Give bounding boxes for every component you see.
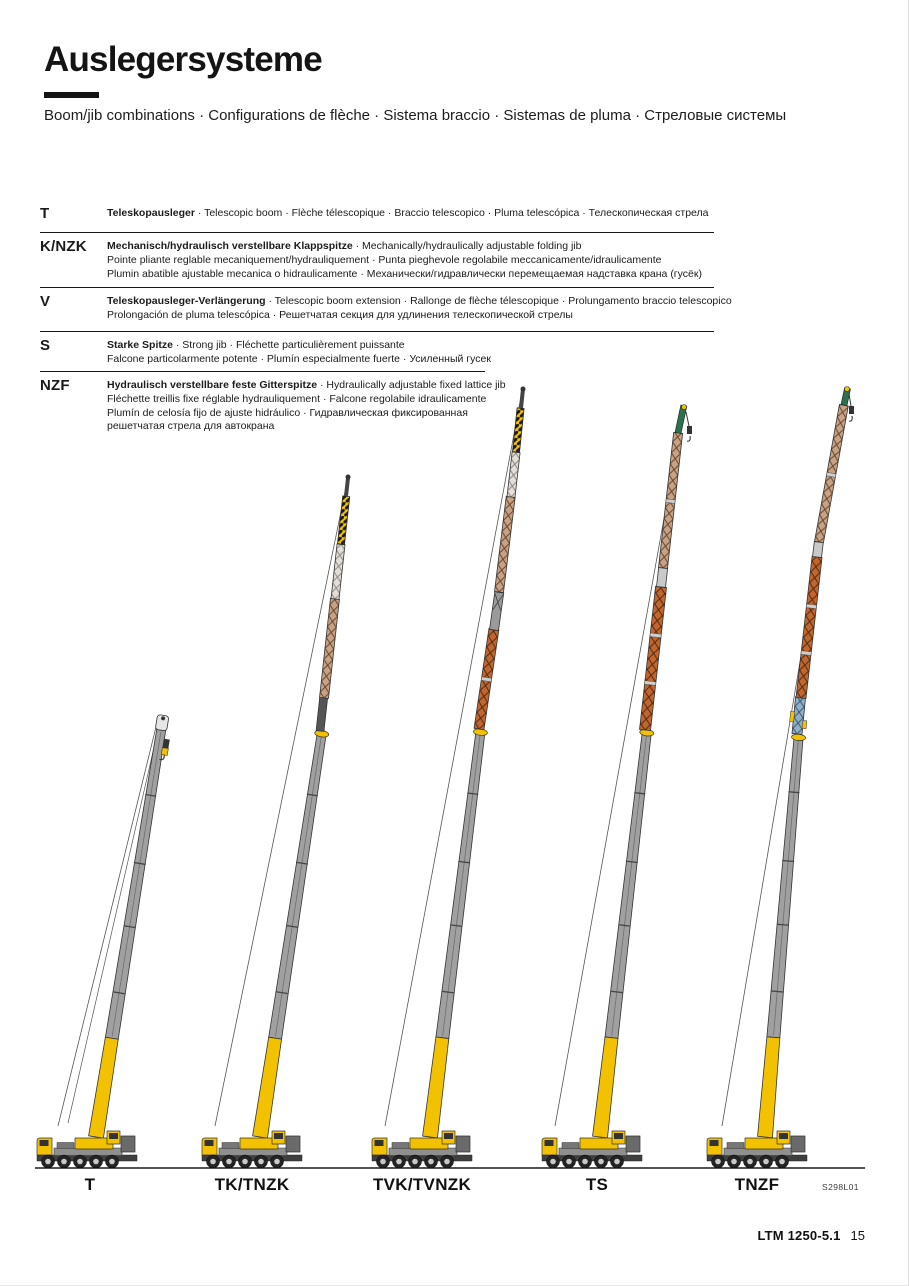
legend-text: Falcone particolarmente potente · Plumín especialmente fuerte · Усиленный гусек <box>107 352 491 365</box>
legend-text: Teleskopausleger · Telescopic boom · Flèche télescopique · Braccio telescopico · Pluma telescópica · Телескопическая стрела <box>107 207 709 219</box>
legend-text: Pointe pliante reglable mecaniquement/hydrauliquement · Punta pieghevole regolabile meccanicamente/idraulicamente <box>107 253 662 266</box>
legend-text: Plumin abatible ajustable mecanica o hidraulicamente · Механически/гидравлически перемещаемая надставка крана (гусёк) <box>107 267 702 280</box>
crane-label-t: T <box>84 1175 96 1194</box>
crane-illustration-tk-tnzk <box>202 475 351 1169</box>
crane-illustration-tnzf <box>707 387 854 1169</box>
legend-text: решетчатая стрела для автокрана <box>107 420 275 433</box>
legend-term: K/NZK <box>40 238 87 255</box>
legend-text: Hydraulisch verstellbare feste Gitterspitze · Hydraulically adjustable fixed lattice jib <box>107 379 506 391</box>
page-title: Auslegersysteme <box>44 40 322 79</box>
legend-text: Prolongación de pluma telescópica · Решетчатая секция для удлинения телескопической стрелы <box>107 308 573 321</box>
page-footer <box>600 1228 865 1243</box>
crane-label-tnzf: TNZF <box>734 1175 780 1194</box>
crane-illustration-t <box>37 714 173 1168</box>
legend-text: Starke Spitze · Strong jib · Fléchette particulièrement puissante <box>107 339 405 351</box>
crane-illustration-ts <box>542 405 692 1169</box>
crane-illustration-tvk-tvnzk <box>372 387 526 1169</box>
legend-term: T <box>40 205 50 222</box>
legend-term: V <box>40 293 51 310</box>
legend-text: Fléchette treillis fixe réglable hydrauliquement · Falcone regolabile idraulicamente <box>107 392 487 405</box>
legend-text: Plumín de celosía fijo de ajuste hidráulico · Гидравлическая фиксированная <box>107 406 468 419</box>
figure-code: S298L01 <box>822 1182 859 1192</box>
crane-label-tk-tnzk: TK/TNZK <box>214 1175 290 1194</box>
legend-term: NZF <box>40 377 70 394</box>
crane-label-tvk-tvnzk: TVK/TVNZK <box>372 1175 472 1194</box>
crane-label-ts: TS <box>585 1175 609 1194</box>
legend-term: S <box>40 337 51 354</box>
footer-page-number: 15 <box>850 1228 865 1243</box>
legend-text: Teleskopausleger-Verlängerung · Telescopic boom extension · Rallonge de flèche télescopique · Prolungamento braccio telescopico <box>107 295 732 307</box>
page-subtitle: Boom/jib combinations · Configurations de flèche · Sistema braccio · Sistemas de pluma · Стреловые системы <box>44 107 787 124</box>
legend-text: Mechanisch/hydraulisch verstellbare Klappspitze · Mechanically/hydraulically adjustable folding jib <box>107 240 582 252</box>
footer-model: LTM 1250-5.1 <box>757 1228 841 1243</box>
